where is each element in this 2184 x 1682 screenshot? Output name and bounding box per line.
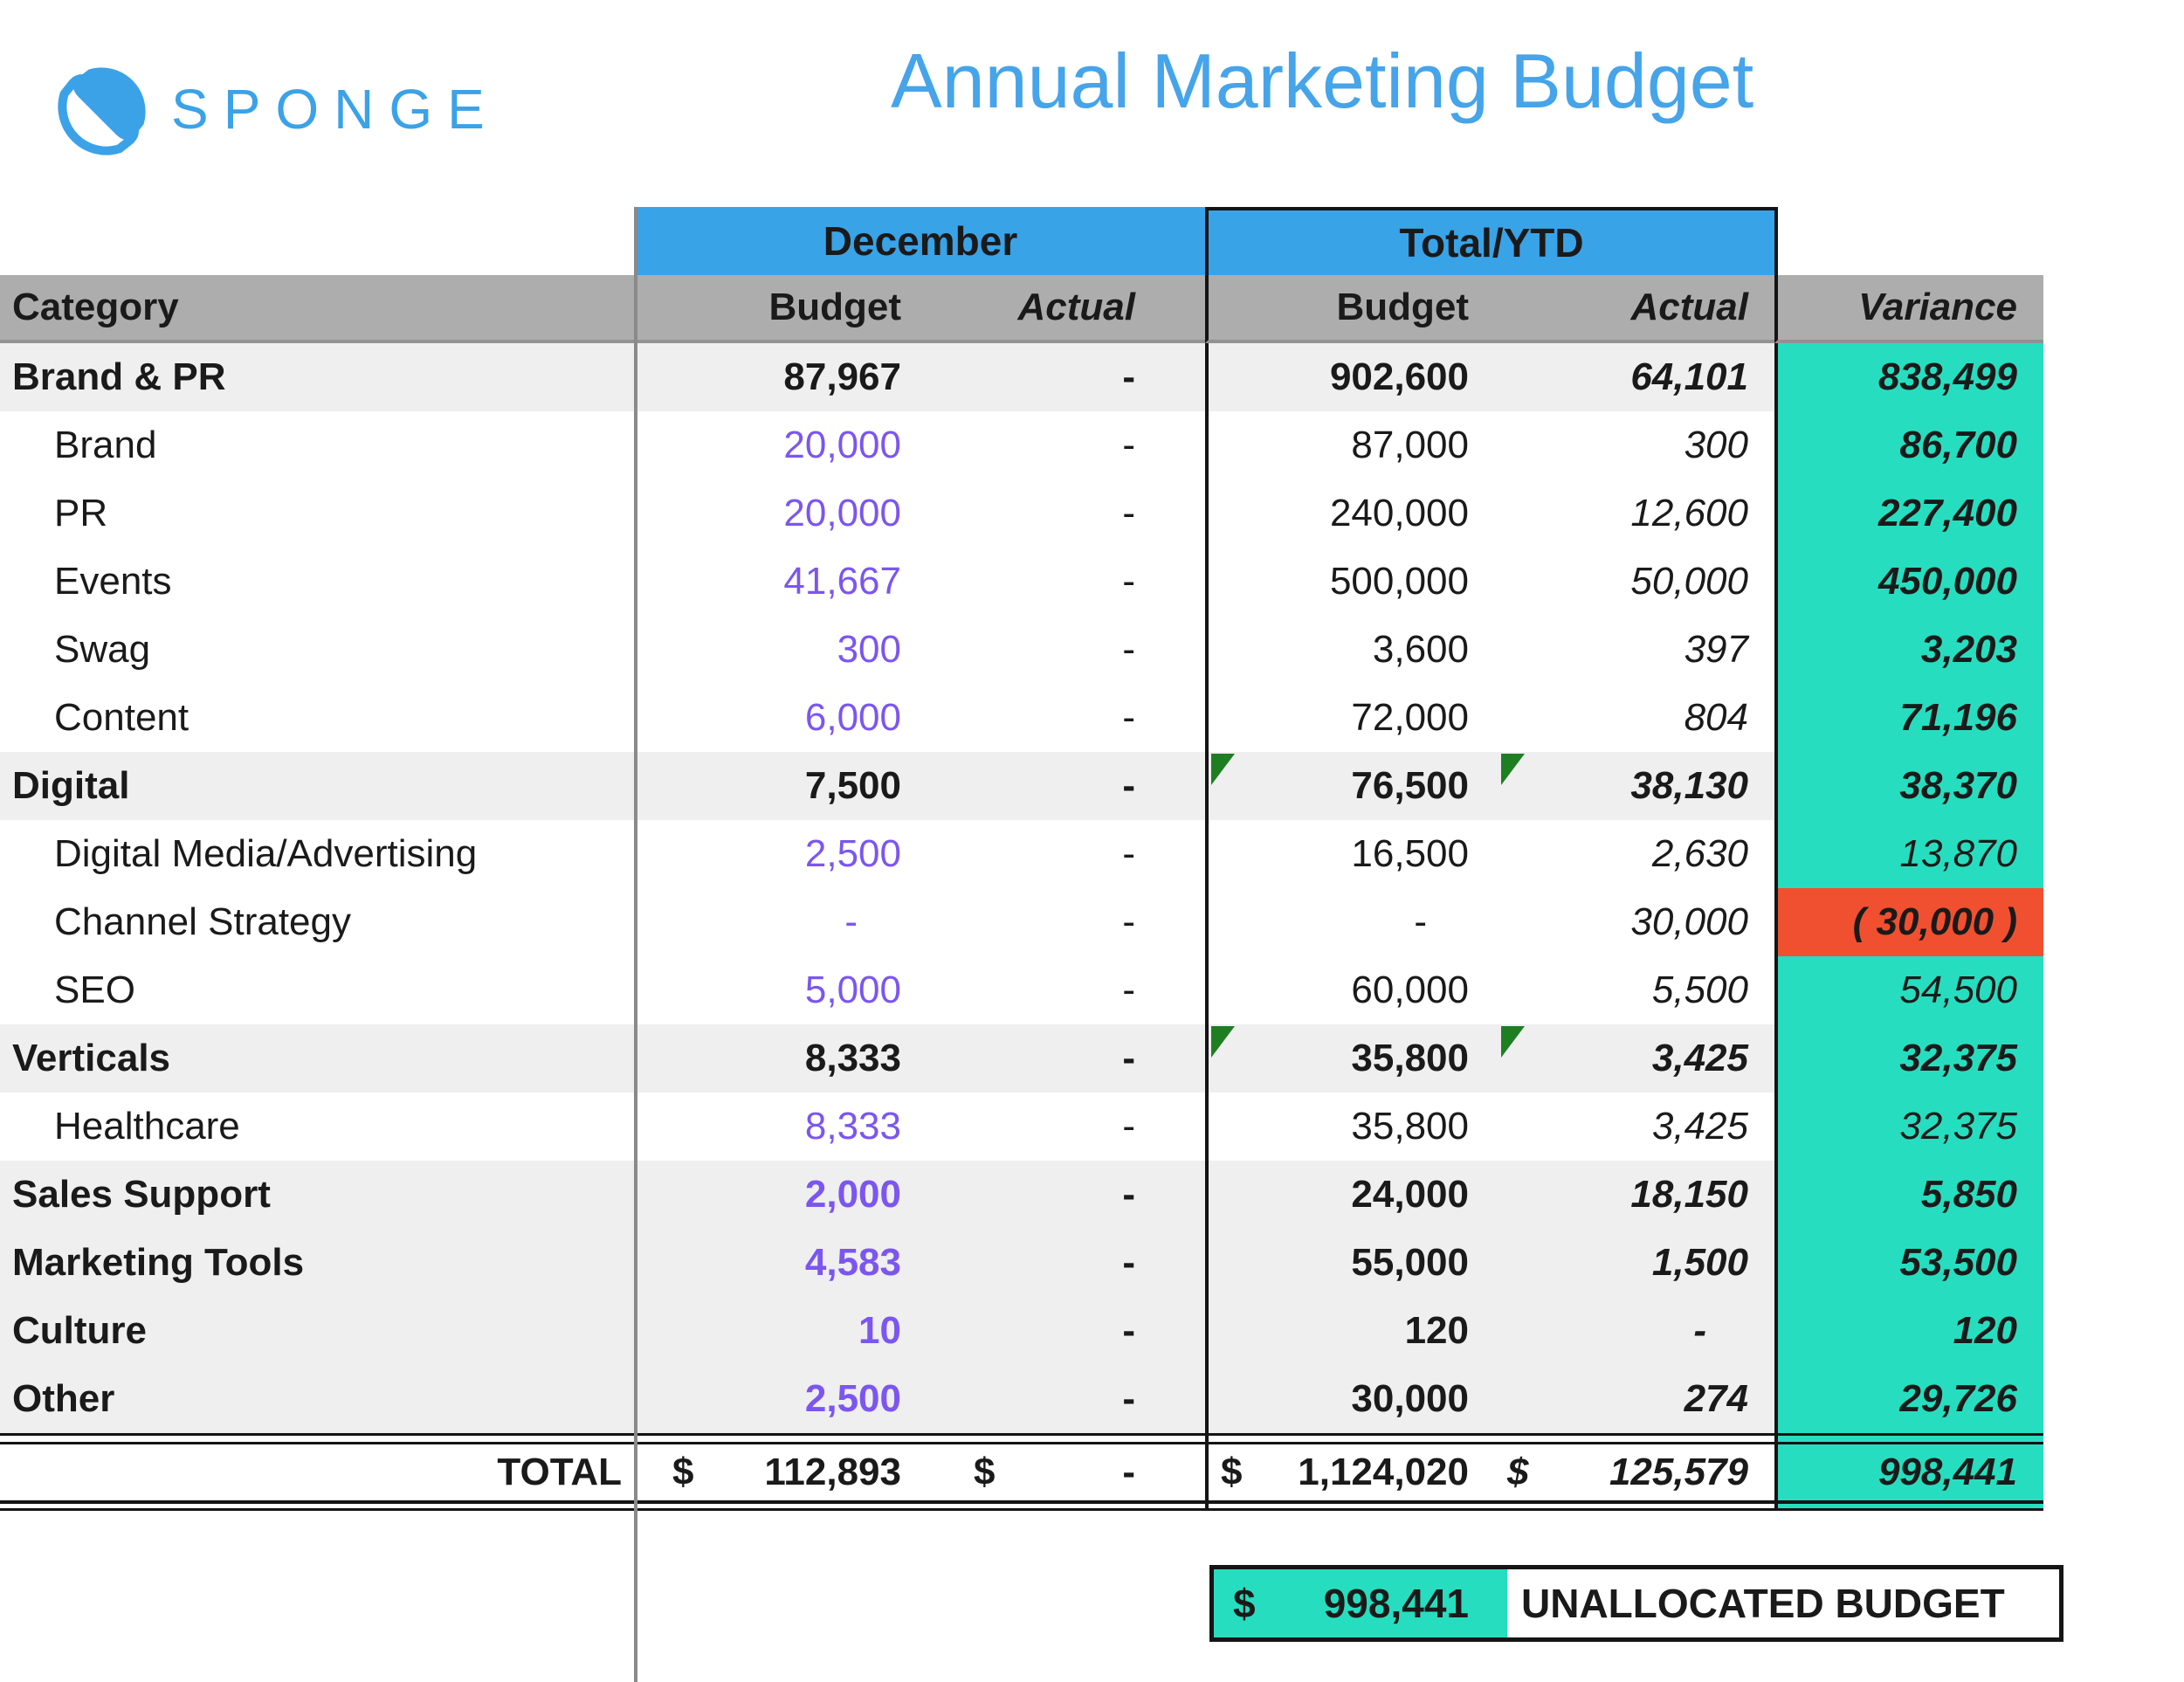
ytd-budget-cell[interactable]: 16,500 [1205,820,1495,888]
category-cell[interactable]: Content [0,684,636,752]
variance-cell[interactable]: 120 [1774,1297,2043,1365]
variance-cell[interactable]: 838,499 [1774,343,2043,411]
dec-budget-cell[interactable]: 20,000 [636,411,926,479]
total-divider [0,1433,1205,1444]
category-column-divider-line [634,207,637,1682]
dec-budget-header[interactable]: Budget [636,275,926,343]
ytd-budget-cell[interactable]: 3,600 [1205,616,1495,684]
category-cell[interactable]: PR [0,479,636,548]
december-band-header[interactable]: December [636,207,1205,275]
total-ytd-actual-cell[interactable] [1495,1444,1774,1500]
table-bottom-border-ytd [1205,1500,1774,1511]
variance-cell[interactable]: 71,196 [1774,684,2043,752]
dec-budget-cell[interactable]: 2,500 [636,820,926,888]
ytd-budget-cell[interactable]: 76,500 [1205,752,1495,820]
dec-actual-cell[interactable]: - [926,888,1205,956]
dec-budget-cell[interactable]: 87,967 [636,343,926,411]
dec-budget-cell[interactable]: 8,333 [636,1024,926,1093]
table-corner-spacer [0,207,636,275]
unallocated-amount-cell[interactable] [1214,1569,1507,1637]
ytd-budget-cell[interactable]: 500,000 [1205,548,1495,616]
ytd-budget-cell[interactable]: 902,600 [1205,343,1495,411]
ytd-budget-header[interactable]: Budget [1205,275,1495,343]
category-cell[interactable]: Events [0,548,636,616]
ytd-actual-cell[interactable]: 30,000 [1495,888,1774,956]
ytd-budget-cell[interactable]: 24,000 [1205,1161,1495,1229]
dec-budget-cell[interactable]: 6,000 [636,684,926,752]
ytd-actual-cell[interactable]: 5,500 [1495,956,1774,1024]
dec-actual-cell[interactable]: - [926,616,1205,684]
dec-actual-cell[interactable]: - [926,548,1205,616]
ytd-budget-cell[interactable]: 35,800 [1205,1024,1495,1093]
dec-actual-cell[interactable]: - [926,1161,1205,1229]
dec-budget-cell[interactable]: 41,667 [636,548,926,616]
dec-budget-cell[interactable]: 8,333 [636,1093,926,1161]
category-cell[interactable]: Other [0,1365,636,1433]
dec-actual-cell[interactable]: - [926,411,1205,479]
category-cell[interactable]: Digital Media/Advertising [0,820,636,888]
variance-cell[interactable]: 86,700 [1774,411,2043,479]
dec-budget-cell[interactable]: 10 [636,1297,926,1365]
currency-symbol: $ [1221,1451,1243,1493]
ytd-actual-cell[interactable]: 2,630 [1495,820,1774,888]
ytd-actual-cell[interactable]: - [1495,1297,1774,1365]
variance-cell[interactable]: ( 30,000 ) [1774,888,2043,956]
dec-actual-cell[interactable]: - [926,343,1205,411]
ytd-budget-cell[interactable]: 55,000 [1205,1229,1495,1297]
variance-cell[interactable]: 32,375 [1774,1093,2043,1161]
category-cell[interactable]: Digital [0,752,636,820]
unallocated-budget-box [1209,1565,2063,1642]
variance-cell[interactable]: 13,870 [1774,820,2043,888]
category-cell[interactable]: Swag [0,616,636,684]
currency-symbol: $ [1507,1451,1529,1493]
ytd-actual-cell[interactable]: 274 [1495,1365,1774,1433]
ytd-actual-cell[interactable]: 1,500 [1495,1229,1774,1297]
budget-table [0,207,2043,1511]
ytd-actual-header[interactable]: Actual [1495,275,1774,343]
dec-actual-cell[interactable]: - [926,479,1205,548]
ytd-budget-cell[interactable]: 240,000 [1205,479,1495,548]
dec-budget-cell[interactable]: 7,500 [636,752,926,820]
cell-value: 1,124,020 [1298,1451,1469,1493]
ytd-budget-cell[interactable]: 30,000 [1205,1365,1495,1433]
sponge-logo-icon [49,54,159,164]
currency-symbol: $ [974,1451,996,1493]
dec-budget-cell[interactable]: 4,583 [636,1229,926,1297]
variance-cell[interactable]: 32,375 [1774,1024,2043,1093]
category-cell[interactable]: SEO [0,956,636,1024]
total-ytd-band-header[interactable]: Total/YTD [1205,207,1774,275]
unallocated-budget-label[interactable]: UNALLOCATED BUDGET [1507,1569,2059,1637]
ytd-actual-cell[interactable]: 38,130 [1495,752,1774,820]
dec-actual-cell[interactable]: - [926,1229,1205,1297]
ytd-budget-cell[interactable]: 35,800 [1205,1093,1495,1161]
total-divider-ytd [1205,1433,1774,1444]
total-dec-budget-cell[interactable] [636,1444,926,1500]
variance-band-spacer [1774,207,2043,275]
ytd-actual-cell[interactable]: 3,425 [1495,1024,1774,1093]
category-cell[interactable]: Verticals [0,1024,636,1093]
ytd-budget-cell[interactable]: 72,000 [1205,684,1495,752]
variance-cell[interactable]: 54,500 [1774,956,2043,1024]
ytd-actual-cell[interactable]: 50,000 [1495,548,1774,616]
variance-cell[interactable]: 3,203 [1774,616,2043,684]
category-cell[interactable]: Healthcare [0,1093,636,1161]
currency-symbol: $ [672,1451,694,1493]
dec-budget-cell[interactable]: 300 [636,616,926,684]
dec-budget-cell[interactable]: 20,000 [636,479,926,548]
dec-actual-cell[interactable]: - [926,1297,1205,1365]
dec-budget-cell[interactable]: 5,000 [636,956,926,1024]
dec-actual-cell[interactable]: - [926,684,1205,752]
variance-cell[interactable]: 38,370 [1774,752,2043,820]
ytd-actual-cell[interactable]: 12,600 [1495,479,1774,548]
cell-value: 112,893 [764,1451,901,1493]
page-title: Annual Marketing Budget [891,38,1754,124]
ytd-actual-cell[interactable]: 804 [1495,684,1774,752]
category-cell[interactable]: Brand [0,411,636,479]
variance-cell[interactable]: 53,500 [1774,1229,2043,1297]
dec-actual-header[interactable]: Actual [926,275,1205,343]
cell-value: - [1122,1451,1135,1493]
table-bottom-border-variance [1774,1500,2043,1511]
variance-cell[interactable]: 227,400 [1774,479,2043,548]
ytd-actual-cell[interactable]: 3,425 [1495,1093,1774,1161]
category-cell[interactable]: Marketing Tools [0,1229,636,1297]
dec-actual-cell[interactable]: - [926,1365,1205,1433]
total-ytd-budget-cell[interactable] [1205,1444,1495,1500]
dec-actual-cell[interactable]: - [926,752,1205,820]
comment-flag-icon [1211,1026,1235,1058]
total-divider-variance [1774,1433,2043,1444]
logo [49,54,499,164]
comment-flag-icon [1501,1026,1525,1058]
total-label[interactable]: TOTAL [0,1444,636,1500]
ytd-budget-cell[interactable]: - [1205,888,1495,956]
category-cell[interactable]: Culture [0,1297,636,1365]
currency-symbol: $ [1233,1581,1256,1626]
ytd-actual-cell[interactable]: 18,150 [1495,1161,1774,1229]
category-cell[interactable]: Brand & PR [0,343,636,411]
comment-flag-icon [1501,754,1525,785]
unallocated-amount: 998,441 [1323,1581,1469,1626]
variance-cell[interactable]: 29,726 [1774,1365,2043,1433]
total-variance-cell[interactable]: 998,441 [1774,1444,2043,1500]
total-dec-actual-cell[interactable] [926,1444,1205,1500]
dec-actual-cell[interactable]: - [926,1093,1205,1161]
ytd-budget-cell[interactable]: 87,000 [1205,411,1495,479]
category-cell[interactable]: Channel Strategy [0,888,636,956]
variance-cell[interactable]: 450,000 [1774,548,2043,616]
category-header[interactable]: Category [0,275,636,343]
cell-value: 125,579 [1609,1451,1748,1493]
ytd-actual-cell[interactable]: 397 [1495,616,1774,684]
comment-flag-icon [1211,754,1235,785]
dec-budget-cell[interactable]: - [636,888,926,956]
logo-text: SPONGE [171,78,499,141]
ytd-actual-cell[interactable]: 64,101 [1495,343,1774,411]
category-cell[interactable]: Sales Support [0,1161,636,1229]
dec-budget-cell[interactable]: 2,000 [636,1161,926,1229]
variance-header[interactable]: Variance [1774,275,2043,343]
table-bottom-border [0,1500,1205,1511]
ytd-budget-cell[interactable]: 60,000 [1205,956,1495,1024]
dec-actual-cell[interactable]: - [926,820,1205,888]
ytd-actual-cell[interactable]: 300 [1495,411,1774,479]
dec-actual-cell[interactable]: - [926,956,1205,1024]
ytd-budget-cell[interactable]: 120 [1205,1297,1495,1365]
dec-budget-cell[interactable]: 2,500 [636,1365,926,1433]
dec-actual-cell[interactable]: - [926,1024,1205,1093]
variance-cell[interactable]: 5,850 [1774,1161,2043,1229]
